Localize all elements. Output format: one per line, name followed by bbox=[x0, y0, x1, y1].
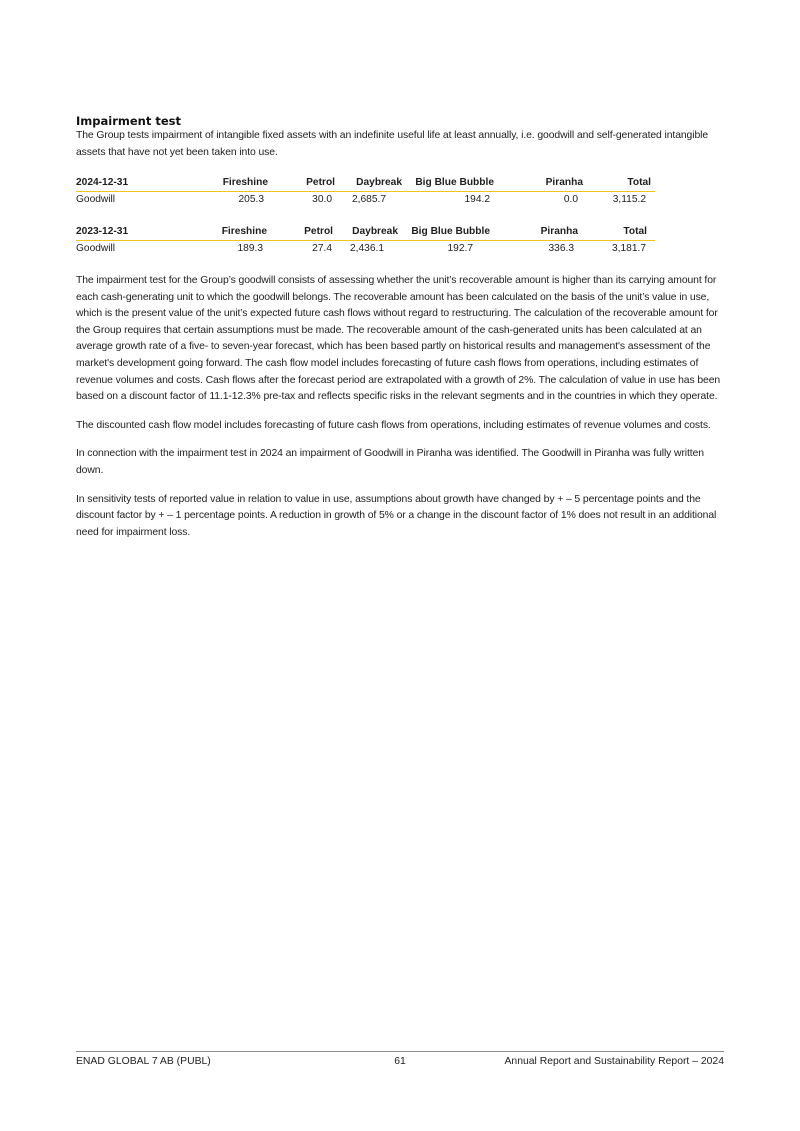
column-header-big-blue-bubble: Big Blue Bubble bbox=[402, 224, 494, 241]
section-intro: The Group tests impairment of intangible fixed assets with an indefinite useful life at least annually, i.e. goodwill and self-generated intangible assets that have not yet been taken into use. bbox=[76, 130, 709, 158]
column-header-total: Total bbox=[582, 224, 655, 241]
table-header-row bbox=[76, 224, 655, 241]
column-header-piranha: Piranha bbox=[498, 175, 587, 192]
paragraph-impairment-method: The impairment test for the Group’s goodwill consists of assessing whether the unit’s recoverable amount is higher than its carrying amount for each cash-generating unit to which the goodwill belongs. The recoverable amount has been calculated on the basis of the unit’s value in use, which is the present value of the unit’s expected future cash flows without regard to restructuring. The calculation of the recoverable amount for the Group requires that certain assumptions must be made. The recoverable amount of the cash-generated units has been calculated at an average growth rate of a five- to seven-year forecast, which has been based partly on historical results and management's assessment of the market's development going forward. The cash flow model includes forecasting of future cash flows from operations, including estimates of revenue volumes and costs. Cash flows after the forecast period are extrapolated with a growth of 2%. The calculation of value in use has been based on a discount factor of 11.1-12.3% pre-tax and reflects specific risks in the relevant segments and in the countries in which they operate. bbox=[76, 275, 721, 403]
body-text bbox=[76, 273, 724, 553]
cell-piranha: 336.3 bbox=[548, 243, 574, 254]
goodwill-table-2023 bbox=[76, 224, 655, 257]
cell-daybreak: 2,436.1 bbox=[350, 243, 384, 254]
cell-piranha: 0.0 bbox=[563, 194, 578, 205]
footer-report-title: Annual Report and Sustainability Report – 2024 bbox=[504, 1056, 724, 1067]
cell-petrol: 30.0 bbox=[312, 194, 332, 205]
paragraph-piranha-impairment: In connection with the impairment test in 2024 an impairment of Goodwill in Piranha was identified. The Goodwill in Piranha was fully written down. bbox=[76, 448, 704, 476]
column-header-fireshine: Fireshine bbox=[200, 224, 271, 241]
page-footer bbox=[76, 1054, 724, 1070]
cell-daybreak: 2,685.7 bbox=[352, 194, 386, 205]
paragraph-cash-flow-model: The discounted cash flow model includes forecasting of future cash flows from operations, including estimates of revenue volumes and costs. bbox=[76, 419, 711, 431]
column-header-total: Total bbox=[587, 175, 655, 192]
table-row bbox=[76, 192, 655, 209]
column-header-big-blue-bubble: Big Blue Bubble bbox=[406, 175, 498, 192]
table-period-header: 2023-12-31 bbox=[76, 224, 200, 241]
cell-big-blue-bubble: 192.7 bbox=[447, 243, 473, 254]
column-header-fireshine: Fireshine bbox=[200, 175, 272, 192]
section-heading: Impairment test bbox=[76, 114, 181, 128]
goodwill-table-2024 bbox=[76, 175, 655, 208]
table-period-header: 2024-12-31 bbox=[76, 175, 200, 192]
cell-big-blue-bubble: 194.2 bbox=[464, 194, 490, 205]
column-header-daybreak: Daybreak bbox=[339, 175, 406, 192]
cell-fireshine: 189.3 bbox=[237, 243, 263, 254]
cell-fireshine: 205.3 bbox=[238, 194, 264, 205]
cell-petrol: 27.4 bbox=[312, 243, 332, 254]
column-header-piranha: Piranha bbox=[494, 224, 582, 241]
paragraph-sensitivity: In sensitivity tests of reported value in relation to value in use, assumptions about growth have changed by + – 5 percentage points and the discount factor by + – 1 percentage points. A reduction in growth of 5% or a change in the discount factor of 1% does not result in an additional need for impairment loss. bbox=[76, 493, 717, 538]
row-label-goodwill: Goodwill bbox=[76, 194, 116, 205]
page-number: 61 bbox=[394, 1056, 406, 1067]
row-label-goodwill: Goodwill bbox=[76, 243, 116, 254]
column-header-petrol: Petrol bbox=[272, 175, 339, 192]
cell-total: 3,181.7 bbox=[612, 243, 646, 254]
footer-divider bbox=[76, 1051, 724, 1052]
table-header-row bbox=[76, 175, 655, 192]
table-row bbox=[76, 241, 655, 258]
cell-total: 3,115.2 bbox=[612, 194, 646, 205]
column-header-petrol: Petrol bbox=[271, 224, 337, 241]
column-header-daybreak: Daybreak bbox=[337, 224, 402, 241]
footer-company: ENAD GLOBAL 7 AB (PUBL) bbox=[76, 1056, 211, 1067]
